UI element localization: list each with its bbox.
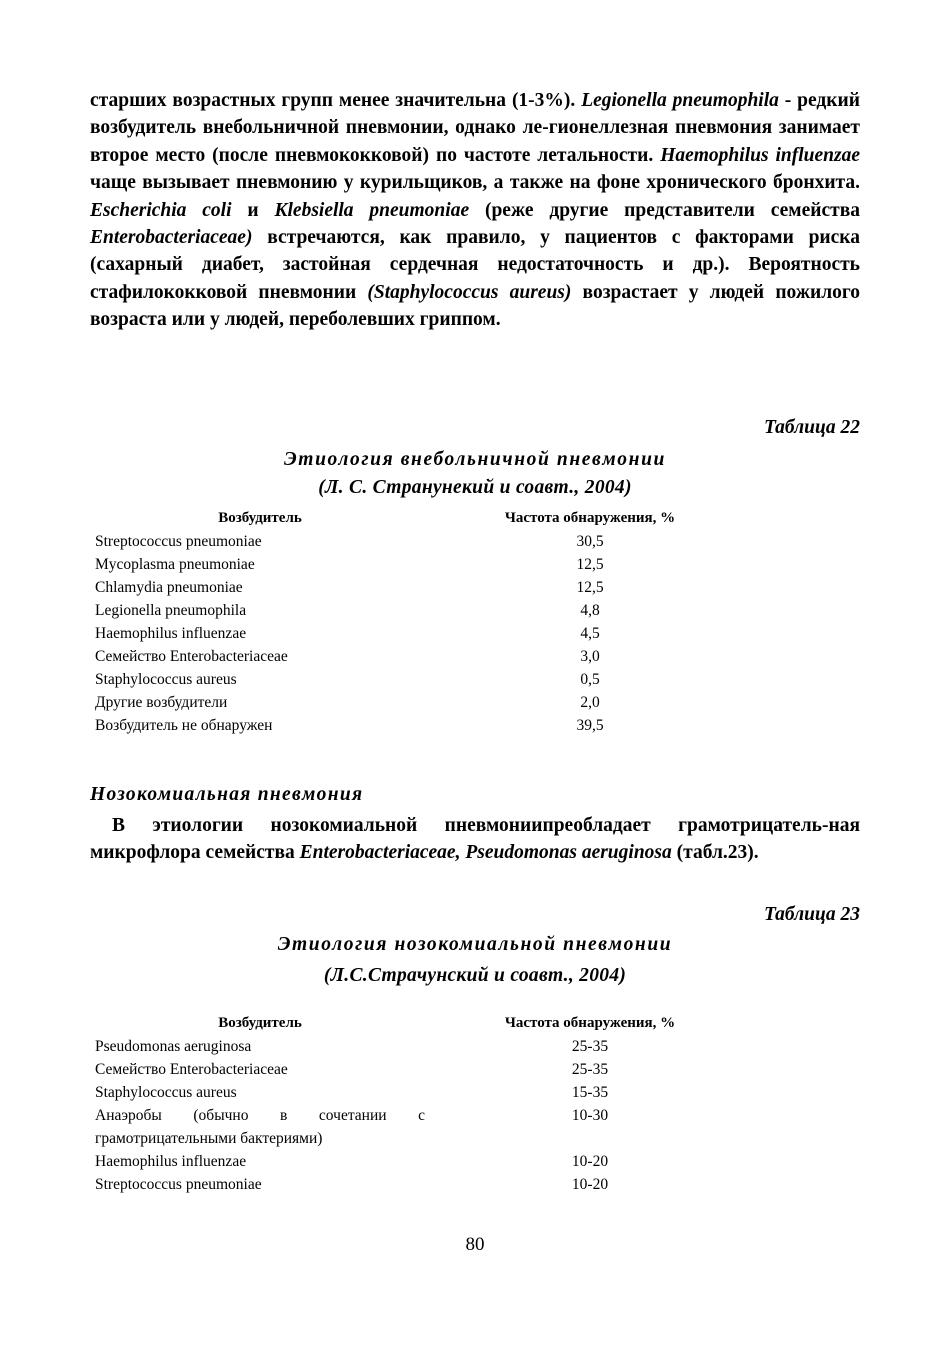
pathogen-cell: Staphylococcus aureus: [95, 1084, 237, 1101]
italic-term: Legionella pneumophila: [581, 90, 779, 111]
italic-term: Klebsiella pneumoniae: [274, 199, 470, 221]
table-row: [95, 1058, 755, 1081]
frequency-cell: 10-20: [571, 1153, 609, 1170]
text-run: - редкий возбудитель внебольничной пневмонии, однако ле-гионеллезная пневмония занимает второе место (после пневмококковой) по частоте летальности.: [90, 90, 860, 166]
table-22: [95, 507, 755, 737]
document-page: [90, 0, 860, 1345]
table-row: [95, 1150, 755, 1173]
frequency-cell: 3,0: [580, 648, 600, 665]
table-row: [95, 691, 755, 714]
table-23-number: Таблица 23: [763, 904, 860, 925]
column-header-pathogen: Возбудитель: [218, 1015, 302, 1031]
pathogen-cell: Другие возбудители: [95, 694, 228, 711]
frequency-cell: 4,5: [580, 625, 600, 642]
frequency-cell: 2,0: [580, 694, 600, 711]
text-run: (табл.23).: [671, 842, 759, 864]
italic-term: Escherichia coli: [90, 199, 232, 221]
table-23-source: (Л.С.Страчунский и соавт., 2004): [323, 965, 627, 986]
table-23-title: Этиология нозокомиальной пневмонии: [277, 934, 673, 955]
table-row: [95, 714, 755, 737]
frequency-cell: 15-35: [571, 1084, 609, 1101]
table-row: [95, 553, 755, 576]
pathogen-cell: Mycoplasma pneumoniae: [95, 556, 255, 573]
table-row: [95, 645, 755, 668]
text-run: старших возрастных групп менее значительна (1-3%).: [90, 90, 582, 111]
italic-term: (Staphylococcus aureus): [367, 281, 572, 303]
pathogen-cell: Streptococcus pneumoniae: [95, 1176, 262, 1193]
frequency-cell: 12,5: [576, 579, 604, 596]
italic-term: Enterobacteriaceae, Pseudomonas aeruginosa: [299, 842, 672, 864]
pathogen-cell: Chlamydia pneumoniae: [95, 579, 243, 596]
text-run: (реже другие представители семейства: [469, 199, 860, 221]
frequency-cell: 10-20: [571, 1176, 609, 1193]
table-22-source: (Л. С. Странунекий и соавт., 2004): [318, 477, 632, 498]
table-row: [95, 622, 755, 645]
frequency-cell: 25-35: [571, 1038, 609, 1055]
table-row: [95, 576, 755, 599]
table-row: [95, 1104, 755, 1150]
table-row: [95, 1035, 755, 1058]
column-header-frequency: Частота обнаружения, %: [504, 1015, 676, 1031]
frequency-cell: 0,5: [580, 671, 600, 688]
table-row: [95, 530, 755, 553]
table-row: [95, 1173, 755, 1196]
table-23: [95, 1012, 755, 1196]
frequency-cell: 25-35: [571, 1061, 609, 1078]
pathogen-cell: Возбудитель не обнаружен: [95, 717, 273, 734]
pathogen-cell: Pseudomonas aeruginosa: [95, 1038, 252, 1055]
pathogen-cell: Staphylococcus aureus: [95, 671, 237, 688]
italic-term: Enterobacteriaceae): [90, 227, 253, 249]
text-run: встречаются, как правило, у пациентов с факторами риска (сахарный диабет, застойная сердечная недостаточность и др.). Вероятность стафилококковой пневмонии: [90, 227, 860, 303]
frequency-cell: 30,5: [576, 533, 604, 550]
paragraph-nosocomial: [90, 812, 860, 867]
table-row: [95, 1081, 755, 1104]
frequency-cell: 10-30: [571, 1107, 609, 1124]
pathogen-cell: Streptococcus pneumoniae: [95, 533, 262, 550]
table-22-number: Таблица 22: [763, 417, 860, 438]
text-run: возрастает у людей пожилого возраста или у людей, переболевших гриппом.: [90, 281, 861, 331]
frequency-cell: 12,5: [576, 556, 604, 573]
table-22-title: Этиология внебольничной пневмонии: [284, 449, 666, 470]
table-header-row: [95, 507, 755, 530]
column-header-frequency: Частота обнаружения, %: [504, 510, 676, 526]
pathogen-cell: Анаэробы (обычно в сочетании с грамотрицательными бактериями): [95, 1107, 425, 1147]
table-row: [95, 599, 755, 622]
frequency-cell: 4,8: [580, 602, 600, 619]
page-number: 80: [465, 1234, 485, 1255]
pathogen-cell: Семейство Enterobacteriaceae: [95, 648, 288, 665]
column-header-pathogen: Возбудитель: [218, 510, 302, 526]
text-run: В этиологии нозокомиальной пневмониипреобладает грамотрицатель-ная микрофлора семейства: [90, 815, 860, 864]
italic-term: Haemophilus influenzae: [660, 144, 861, 166]
frequency-cell: 39,5: [576, 717, 604, 734]
paragraph-etiology-community: [90, 87, 860, 334]
pathogen-cell: Семейство Enterobacteriaceae: [95, 1061, 288, 1078]
pathogen-cell: Haemophilus influenzae: [95, 1153, 247, 1170]
pathogen-cell: Haemophilus influenzae: [95, 625, 247, 642]
pathogen-cell: Legionella pneumophila: [95, 602, 247, 619]
section-heading-nosocomial: Нозокомиальная пневмония: [90, 784, 364, 805]
table-row: [95, 668, 755, 691]
text-run: чаще вызывает пневмонию у курильщиков, а также на фоне хронического бронхита.: [90, 172, 860, 194]
table-header-row: [95, 1012, 755, 1035]
text-run: и: [231, 199, 275, 221]
